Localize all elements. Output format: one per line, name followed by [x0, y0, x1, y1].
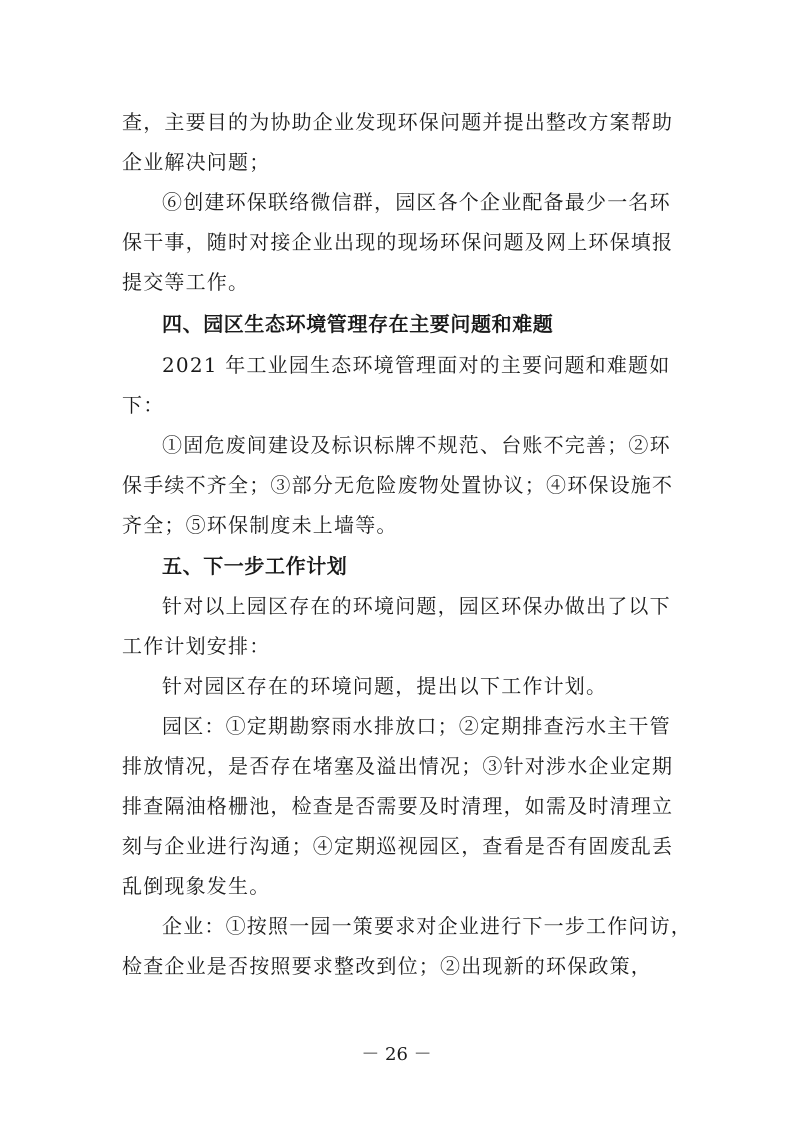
paragraph-line: 刻与企业进行沟通；④定期巡视园区，查看是否有固废乱丢 — [122, 834, 674, 858]
paragraph-line: 园区：①定期勘察雨水排放口；②定期排查污水主干管 — [162, 714, 671, 738]
paragraph-line: 提交等工作。 — [122, 270, 250, 294]
paragraph-line: 检查企业是否按照要求整改到位；②出现新的环保政策， — [122, 954, 652, 978]
paragraph-line: 乱倒现象发生。 — [122, 874, 271, 898]
paragraph-line: 针对园区存在的环境问题，提出以下工作计划。 — [162, 674, 608, 698]
paragraph-line: 2021 年工业园生态环境管理面对的主要问题和难题如 — [162, 353, 671, 377]
section-heading: 五、下一步工作计划 — [162, 554, 348, 578]
paragraph-line: 企业解决问题； — [122, 150, 271, 174]
paragraph-line: 企业：①按照一园一策要求对企业进行下一步工作问访， — [162, 914, 692, 938]
paragraph-line: 下： — [122, 393, 165, 417]
paragraph-line: 查，主要目的为协助企业发现环保问题并提出整改方案帮助 — [122, 110, 674, 134]
paragraph-line: 保手续不齐全；③部分无危险废物处置协议；④环保设施不 — [122, 473, 674, 497]
paragraph-line: 排放情况，是否存在堵塞及溢出情况；③针对涉水企业定期 — [122, 754, 674, 778]
page-number: － 26 － — [361, 1044, 432, 1065]
paragraph-line: 工作计划安排： — [122, 634, 271, 658]
paragraph-line: 针对以上园区存在的环境问题，园区环保办做出了以下 — [162, 594, 671, 618]
paragraph-line: ①固危废间建设及标识标牌不规范、台账不完善；②环 — [162, 433, 671, 457]
paragraph-line: ⑥创建环保联络微信群，园区各个企业配备最少一名环 — [162, 190, 671, 214]
paragraph-line: 保干事，随时对接企业出现的现场环保问题及网上环保填报 — [122, 230, 674, 254]
paragraph-line: 齐全；⑤环保制度未上墙等。 — [122, 513, 398, 537]
section-heading: 四、园区生态环境管理存在主要问题和难题 — [162, 312, 554, 336]
paragraph-line: 排查隔油格栅池，检查是否需要及时清理，如需及时清理立 — [122, 794, 674, 818]
